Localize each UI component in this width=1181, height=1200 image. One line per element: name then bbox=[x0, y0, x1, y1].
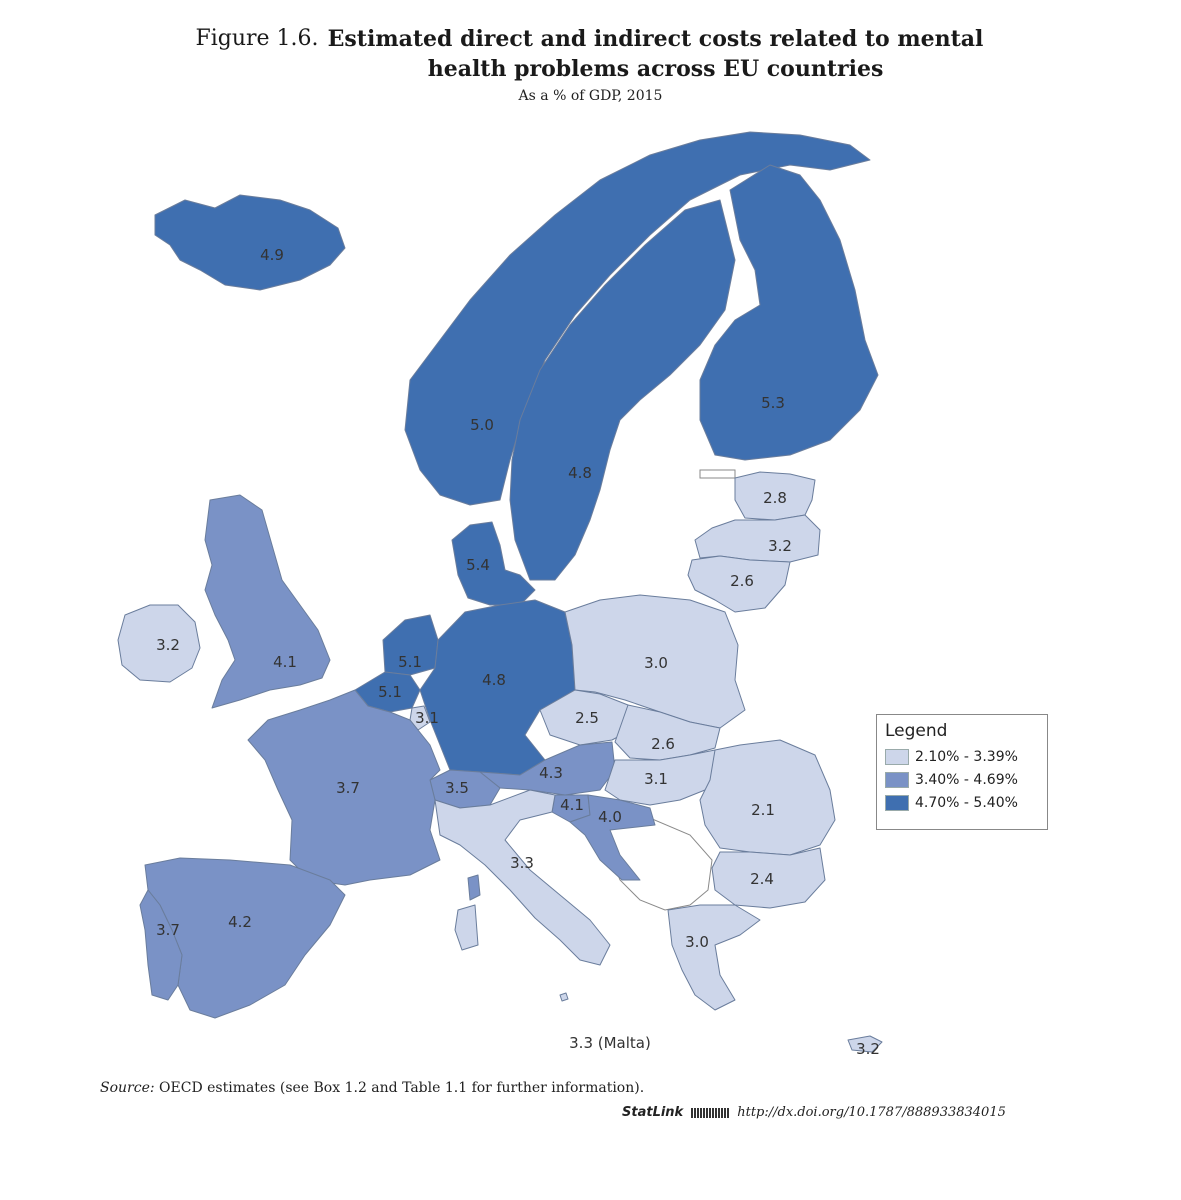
legend-item bbox=[885, 791, 1039, 814]
region-corsica bbox=[468, 875, 480, 900]
label-sweden: 4.8 bbox=[568, 464, 592, 482]
label-croatia: 4.0 bbox=[598, 808, 622, 826]
label-austria: 4.3 bbox=[539, 764, 563, 782]
label-netherlands: 5.1 bbox=[398, 653, 422, 671]
label-bulgaria: 2.4 bbox=[750, 870, 774, 888]
label-romania: 2.1 bbox=[751, 801, 775, 819]
legend-range: 2.10% - 3.39% bbox=[915, 748, 1018, 765]
figure-label: Figure 1.6. bbox=[195, 26, 319, 51]
legend-swatch bbox=[885, 795, 909, 811]
label-denmark: 5.4 bbox=[466, 556, 490, 574]
source-note bbox=[100, 1080, 644, 1096]
label-cyprus: 3.2 bbox=[856, 1040, 880, 1058]
legend-item bbox=[885, 768, 1039, 791]
label-lithuania: 2.6 bbox=[730, 572, 754, 590]
region-malta bbox=[560, 993, 568, 1001]
figure-subtitle: As a % of GDP, 2015 bbox=[518, 88, 663, 104]
legend-title: Legend bbox=[885, 721, 948, 741]
label-portugal: 3.7 bbox=[156, 921, 180, 939]
label-italy: 3.3 bbox=[510, 854, 534, 872]
label-hungary: 3.1 bbox=[644, 770, 668, 788]
legend-swatch bbox=[885, 772, 909, 788]
source-label: Source: bbox=[100, 1080, 155, 1096]
label-poland: 3.0 bbox=[644, 654, 668, 672]
label-latvia: 3.2 bbox=[768, 537, 792, 555]
label-slovakia: 2.6 bbox=[651, 735, 675, 753]
source-text: OECD estimates (see Box 1.2 and Table 1.1 for further information). bbox=[159, 1080, 645, 1096]
statlink[interactable] bbox=[622, 1105, 1006, 1120]
label-spain: 4.2 bbox=[228, 913, 252, 931]
region-romania bbox=[700, 740, 835, 855]
figure-title: Estimated direct and indirect costs related to mental health problems across EU countries bbox=[327, 26, 984, 82]
region-nodata-norway-north bbox=[700, 470, 735, 478]
label-norway: 5.0 bbox=[470, 416, 494, 434]
label-estonia: 2.8 bbox=[763, 489, 787, 507]
region-sardinia bbox=[455, 905, 478, 950]
map-legend bbox=[876, 714, 1048, 830]
region-uk bbox=[205, 495, 330, 708]
label-iceland: 4.9 bbox=[260, 246, 284, 264]
legend-item bbox=[885, 745, 1039, 768]
region-iceland bbox=[155, 195, 345, 290]
label-france: 3.7 bbox=[336, 779, 360, 797]
legend-swatch bbox=[885, 749, 909, 765]
region-greece bbox=[668, 905, 760, 1010]
label-switzerland: 3.5 bbox=[445, 779, 469, 797]
label-malta: 3.3 (Malta) bbox=[569, 1034, 651, 1052]
label-finland: 5.3 bbox=[761, 394, 785, 412]
region-latvia bbox=[695, 515, 820, 562]
label-belgium: 5.1 bbox=[378, 683, 402, 701]
statlink-url[interactable]: http://dx.doi.org/10.1787/888933834015 bbox=[737, 1105, 1006, 1120]
label-czechia: 2.5 bbox=[575, 709, 599, 727]
statlink-label: StatLink bbox=[622, 1105, 684, 1120]
label-uk: 4.1 bbox=[273, 653, 297, 671]
region-finland bbox=[700, 165, 878, 460]
statlink-barcode-icon bbox=[691, 1108, 729, 1118]
legend-range: 3.40% - 4.69% bbox=[915, 771, 1018, 788]
label-ireland: 3.2 bbox=[156, 636, 180, 654]
label-germany: 4.8 bbox=[482, 671, 506, 689]
label-slovenia: 4.1 bbox=[560, 796, 584, 814]
legend-range: 4.70% - 5.40% bbox=[915, 794, 1018, 811]
label-greece: 3.0 bbox=[685, 933, 709, 951]
label-luxembourg: 3.1 bbox=[415, 709, 439, 727]
